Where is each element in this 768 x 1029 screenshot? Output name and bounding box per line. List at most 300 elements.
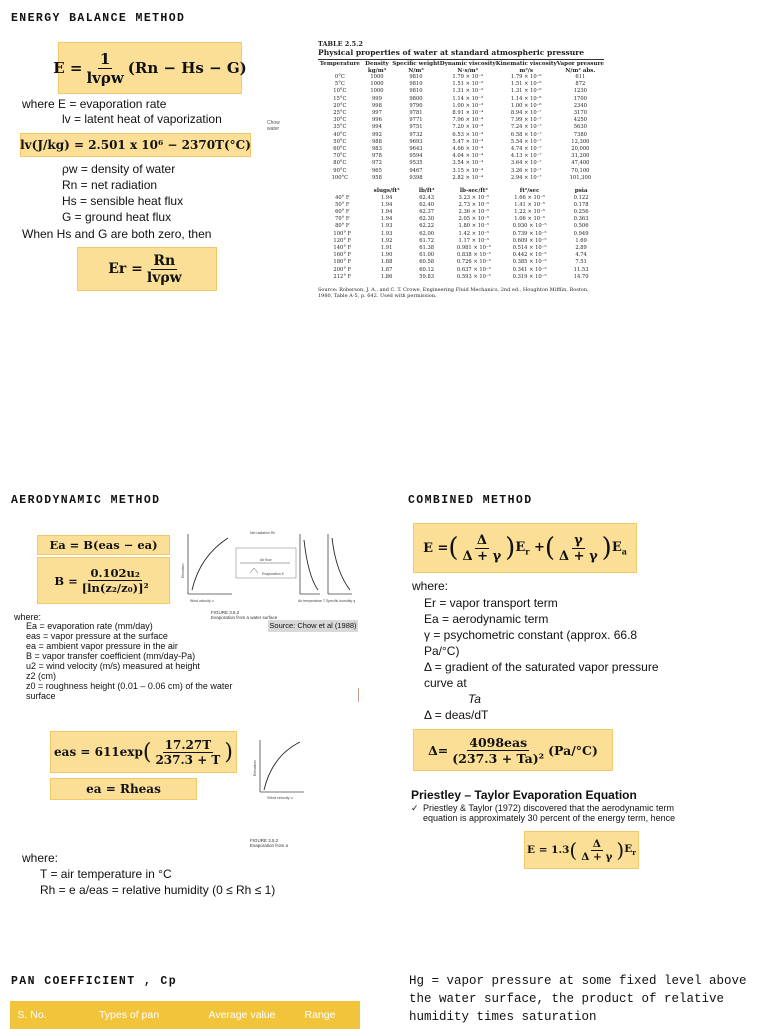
table-cell: 1.31 × 10⁻⁶ (510, 88, 542, 95)
table-cell: 0.122 (573, 194, 589, 201)
table-cell: 1.06 × 10⁻⁵ (514, 216, 545, 223)
ea-equation: Ea = B(eas − ea) (37, 535, 170, 555)
fig-label-elevation: Elevation (181, 563, 185, 578)
table-cell: 0.256 (573, 208, 589, 215)
table-cell: 1.00 × 10⁻⁶ (510, 102, 542, 109)
table-row (318, 175, 604, 182)
table-cell: 983 (372, 146, 382, 153)
priestley-title: Priestley – Taylor Evaporation Equation (411, 788, 637, 802)
when-zero-line: When Hs and G are both zero, then (22, 227, 212, 241)
eq-lhs: E = (53, 59, 83, 77)
divider-mark (358, 688, 359, 702)
table-cell: 0.385 × 10⁻⁵ (512, 259, 547, 266)
table-cell: 50° F (335, 201, 350, 208)
table-cell: 0°C (334, 74, 345, 80)
table-row (318, 168, 604, 175)
combined-def-gamma-unit: Pa/°C) (424, 644, 460, 658)
table-cell: 70°C (333, 153, 347, 160)
table-cell: 11.53 (573, 266, 589, 273)
table-source: Source: Roberson, J. A., and C. T. Crowe, Engineering Fluid Mechanics, 2nd ed., Houghton Mifflin, Boston, 1980, Table A-5, p. 642. Used with permission. (318, 286, 589, 300)
table-unit-cell: N/m² abs. (565, 67, 596, 74)
table-row (318, 124, 604, 131)
table-cell: 62.43 (419, 194, 435, 201)
table-cell: 1.79 × 10⁻⁶ (510, 74, 542, 80)
table-cell: 5°C (334, 81, 345, 88)
aero-where-2: where: (22, 851, 59, 865)
er-numerator: Rn (153, 252, 176, 269)
eas-denominator: 237.3 + T (155, 752, 221, 767)
fig-label-airflow: Air flow (260, 558, 272, 562)
table-cell: 1.93 (380, 230, 393, 237)
table-cell: 7.24 × 10⁻⁷ (510, 124, 542, 131)
table-cell: 872 (575, 81, 586, 88)
aero-def-z0: z0 = roughness height (0.01 – 0.06 cm) of the water (26, 681, 233, 691)
table-header-cell: Temperature (319, 61, 360, 67)
table-cell: 3.64 × 10⁻⁷ (510, 160, 542, 167)
fig-label-evaporation: Evaporation E (262, 572, 284, 576)
eas-fraction (153, 738, 222, 767)
water-properties-table (318, 40, 604, 300)
table-cell: 9732 (409, 131, 423, 138)
table-cell: 120° F (333, 237, 352, 244)
table-cell: 80°C (333, 160, 347, 167)
table-cell: 3.15 × 10⁻⁴ (452, 167, 484, 174)
table-cell: 0.726 × 10⁻⁵ (456, 259, 491, 266)
table-unit-cell: lb-sec/ft² (459, 188, 488, 195)
combined-heading: COMBINED METHOD (408, 494, 533, 507)
table-cell: 1.86 (380, 273, 393, 280)
table-cell: 90°C (333, 167, 347, 174)
table-cell: 1.51 × 10⁻³ (452, 81, 484, 88)
table-cell: 7.51 (575, 259, 587, 266)
table-unit-cell: m²/s (519, 67, 533, 74)
table-row (318, 153, 604, 160)
table-unit-cell: kg/m³ (367, 67, 387, 74)
table-cell: 14.70 (573, 273, 589, 280)
table-cell: 101,300 (569, 174, 592, 181)
table-cell: 9810 (409, 88, 423, 95)
table-cell: 1.66 × 10⁻⁵ (514, 194, 545, 201)
table-cell: 9643 (409, 146, 423, 153)
table-row (318, 267, 604, 274)
table-header-cell: Density (365, 61, 389, 67)
table-cell: 62.40 (419, 201, 435, 208)
table-cell: 50°C (333, 138, 347, 145)
table-cell: 996 (372, 117, 382, 124)
table-header-cell: Specific weight (392, 61, 440, 67)
table-cell: 1.69 (575, 237, 587, 244)
table-cell: 1.17 × 10⁻⁵ (458, 237, 490, 244)
table-cell: 1.94 (380, 201, 393, 208)
aero-def-surface: surface (26, 691, 56, 701)
table-cell: 3.54 × 10⁻⁴ (452, 160, 484, 167)
table-cell: 2.05 × 10⁻⁵ (458, 216, 490, 223)
table-cell: 2.89 (575, 244, 587, 251)
wind-profile-y-label: Elevation (253, 760, 257, 776)
table-cell: 7380 (573, 131, 587, 138)
table-unit-cell: slugs/ft³ (373, 188, 400, 195)
table-cell: 2340 (573, 102, 587, 109)
pan-table-header (10, 1001, 360, 1029)
table-cell: 0.838 × 10⁻⁵ (456, 252, 491, 259)
aero-def-b: B = vapor transfer coefficient (mm/day-Pa) (26, 651, 196, 661)
table-cell: 20°C (333, 102, 347, 109)
delta-numerator: 4098eas (469, 734, 528, 750)
table-cell: 140° F (333, 244, 352, 251)
b-lhs: B = (54, 573, 78, 588)
table-cell: 1.87 (380, 266, 393, 273)
table-cell: 9810 (409, 81, 423, 88)
table-cell: 1.90 (380, 252, 393, 259)
table-row (318, 223, 604, 230)
pan-col-average: Average value (208, 1008, 276, 1021)
table-cell: 3170 (573, 110, 587, 117)
table-title: Physical properties of water at standard atmospheric pressure (318, 48, 585, 57)
delta-lhs: Δ= (428, 742, 449, 758)
table-row (318, 103, 604, 110)
table-cell: 15°C (333, 95, 347, 102)
def-g: G = ground heat flux (62, 210, 172, 224)
side-note: Chow water (267, 120, 280, 132)
table-row (318, 96, 604, 103)
fig-label-radiation: Net radiation Rn (250, 531, 276, 535)
table-cell: 1000 (370, 88, 384, 95)
table-cell: 61.72 (419, 237, 435, 244)
table-cell: 1.92 (380, 237, 393, 244)
pan-col-type: Types of pan (98, 1008, 160, 1021)
table-cell: 0.178 (573, 201, 589, 208)
combined-def-ea: Ea = aerodynamic term (424, 612, 549, 626)
def-t: T = air temperature in °C (40, 867, 172, 881)
energy-main-equation (53, 42, 247, 94)
aero-def-z2: z2 (cm) (26, 671, 56, 681)
table-cell: 40° F (335, 194, 350, 201)
table-unit-cell: N/m³ (408, 67, 424, 74)
table-cell: 35°C (333, 124, 347, 131)
combined-equation: E = ( $\frac{\Delta}{\Delta + \gamma}$ ) $E_r$ + ( $\frac{\gamma}{\Delta + \gamma}$ ) $E_a$ (413, 523, 637, 573)
eq-numerator: 1 (99, 49, 111, 68)
table-cell: 1.14 × 10⁻⁶ (510, 95, 542, 102)
table-cell: 30°C (333, 117, 347, 124)
table-cell: 62.22 (419, 223, 435, 230)
table-cell: 0.609 × 10⁻⁵ (512, 237, 547, 244)
table-cell: 1.88 (380, 259, 393, 266)
table-cell: 70,100 (571, 167, 590, 174)
table-cell: 1000 (370, 74, 384, 80)
er-fraction (145, 253, 184, 286)
table-row (318, 216, 604, 223)
fig-label-temperature: Air temperature T (298, 599, 326, 603)
table-cell: 1.94 (380, 208, 393, 215)
combined-def-deas: Δ = deas/dT (424, 708, 489, 722)
table-cell: 180° F (333, 259, 352, 266)
fig-label-humidity: Specific humidity q (326, 599, 356, 603)
table-cell: 5630 (573, 124, 587, 131)
table-cell: 7.96 × 10⁻⁴ (452, 117, 484, 124)
table-unit-cell: psia (574, 188, 588, 195)
table-cell: 70° F (335, 216, 350, 223)
table-cell: 997 (372, 110, 382, 117)
table-cell: 212° F (333, 273, 352, 280)
table-row (318, 195, 604, 202)
table-cell: 0.637 × 10⁻⁵ (456, 266, 491, 273)
table-row (318, 88, 604, 95)
table-cell: 6.58 × 10⁻⁷ (510, 131, 542, 138)
table-cell: 1.51 × 10⁻⁶ (510, 81, 542, 88)
table-cell: 7.20 × 10⁻⁴ (452, 124, 484, 131)
table-cell: 9810 (409, 74, 423, 80)
table-cell: 1.31 × 10⁻³ (452, 88, 484, 95)
table-cell: 6.53 × 10⁻⁴ (452, 131, 484, 138)
table-header-cell: Vapor pressure (556, 61, 604, 67)
eq-denominator: lvρw (86, 68, 124, 87)
table-cell: 100°C (331, 174, 349, 181)
table-cell: 9535 (409, 160, 423, 167)
table-cell: 8.91 × 10⁻⁴ (452, 110, 484, 117)
wind-figure-caption: FIGURE 3.5.2 Evaporation from a (250, 838, 289, 848)
combined-def-ta: Ta (468, 692, 481, 706)
table-cell: 1.79 × 10⁻³ (452, 74, 484, 80)
table-unit-cell: N·s/m² (457, 67, 479, 74)
table-cell: 31,200 (571, 153, 590, 160)
table-row (318, 259, 604, 266)
table-top-rule (318, 59, 604, 60)
wind-profile-figure (250, 736, 310, 804)
table-metric (318, 61, 604, 182)
table-cell: 40°C (333, 131, 347, 138)
table-cell: 3.26 × 10⁻⁷ (510, 167, 542, 174)
table-cell: 160° F (333, 252, 352, 259)
table-cell: 1.41 × 10⁻⁵ (514, 201, 545, 208)
er-denominator: lvρw (146, 269, 182, 286)
table-cell: 25°C (333, 110, 347, 117)
def-rh: Rh = e a/eas = relative humidity (0 ≤ Rh ≤ 1) (40, 883, 276, 897)
table-cell: 1.93 (380, 223, 393, 230)
table-row (318, 245, 604, 252)
table-cell: 9781 (409, 110, 423, 117)
table-cell: 9751 (409, 124, 423, 131)
table-cell: 7.99 × 10⁻⁷ (510, 117, 542, 124)
table-cell: 0.341 × 10⁻⁵ (512, 266, 547, 273)
energy-where-line: where E = evaporation rate (22, 97, 167, 111)
table-cell: 0.319 × 10⁻⁵ (512, 273, 547, 280)
table-cell: 2.94 × 10⁻⁷ (510, 174, 542, 181)
table-cell: 1230 (573, 88, 587, 95)
pan-col-range: Range (304, 1008, 336, 1021)
delta-denominator: (237.3 + Ta)² (452, 750, 545, 766)
table-row (318, 231, 604, 238)
table-cell: 611 (575, 74, 586, 80)
table-cell: 5.47 × 10⁻⁴ (452, 138, 484, 145)
table-cell: 9594 (409, 153, 423, 160)
table-cell: 62.30 (419, 216, 435, 223)
table-cell: 978 (372, 153, 382, 160)
table-cell: 61.00 (419, 252, 435, 259)
eas-equation: eas = 611exp ( $\frac{17.27T}{237.3 + T}$ ) (50, 731, 237, 773)
table-cell: 200° F (333, 266, 352, 273)
table-cell: 0.506 (573, 223, 589, 230)
table-row (318, 74, 604, 81)
figure-caption: FIGURE 3.5.2 Evaporation from a water surface (211, 610, 278, 620)
table-cell: 1.42 × 10⁻⁵ (458, 230, 490, 237)
delta-equation (413, 729, 613, 771)
table-cell: 988 (372, 138, 382, 145)
table-cell: 100° F (333, 230, 352, 237)
table-cell: 1.00 × 10⁻³ (452, 102, 484, 109)
table-row (318, 202, 604, 209)
table-cell: 965 (372, 167, 382, 174)
table-body-imperial (318, 195, 604, 281)
table-cell: 4250 (573, 117, 587, 124)
combined-def-curve: curve at (424, 676, 467, 690)
table-cell: 0.363 (573, 216, 589, 223)
table-cell: 0.949 (573, 230, 589, 237)
def-rho: ρw = density of water (62, 162, 176, 176)
table-cell: 3.23 × 10⁻⁵ (458, 194, 490, 201)
table-cell: 2.73 × 10⁻⁵ (458, 201, 490, 208)
er-lhs: Er = (108, 261, 143, 277)
table-cell: 4.74 × 10⁻⁷ (510, 146, 542, 153)
table-cell: 4.13 × 10⁻⁷ (510, 153, 542, 160)
table-cell: 2.82 × 10⁻⁴ (452, 174, 484, 181)
hg-definition: Hg = vapor pressure at some fixed level above the water surface, the product of relative humidity times saturation (409, 974, 747, 1024)
table-cell: 0.514 × 10⁻⁵ (512, 244, 547, 251)
eq-rhs: (Rn − Hs − G) (127, 59, 247, 77)
table-row (318, 81, 604, 88)
priestley-equation: E = 1.3 ( $\frac{\Delta}{\Delta + \gamma}$ ) $E_r$ (524, 831, 639, 869)
table-cell: 4.66 × 10⁻⁴ (452, 146, 484, 153)
aero-heading: AERODYNAMIC METHOD (11, 494, 161, 507)
combined-def-delta: Δ = gradient of the saturated vapor pressure (424, 660, 659, 674)
b-fraction (80, 566, 151, 595)
table-cell: 0.981 × 10⁻⁵ (456, 244, 491, 251)
table-cell: 0.593 × 10⁻⁵ (456, 273, 491, 280)
table-row (318, 274, 604, 281)
table-cell: 20,000 (571, 146, 590, 153)
def-rn: Rn = net radiation (62, 178, 158, 192)
table-cell: 61.38 (419, 244, 435, 251)
ea-rh-equation: ea = Rheas (50, 778, 197, 800)
table-cell: 62.00 (419, 230, 435, 237)
table-cell: 1.22 × 10⁻⁵ (514, 208, 545, 215)
lv-equation: lv(J/kg) = 2.501 x 10⁶ − 2370T(°C) (20, 133, 251, 157)
table-cell: 60.58 (419, 259, 435, 266)
b-equation (37, 557, 170, 604)
table-cell: 0.739 × 10⁻⁵ (512, 230, 547, 237)
table-cell: 0.442 × 10⁻⁵ (512, 252, 547, 259)
source-badge: Source: Chow et al (1988) (269, 621, 357, 630)
aero-def-ea: Ea = evaporation rate (mm/day) (26, 621, 153, 631)
table-row (318, 139, 604, 146)
table-cell: 47,400 (571, 160, 590, 167)
aero-def-u2: u2 = wind velocity (m/s) measured at height (26, 661, 200, 671)
b-numerator: 0.102u₂ (90, 566, 140, 580)
energy-heading: ENERGY BALANCE METHOD (11, 12, 186, 25)
delta-rhs: (Pa/°C) (548, 742, 598, 758)
table-cell: 1000 (370, 81, 384, 88)
table-row (318, 117, 604, 124)
priestley-check-icon: ✓ (411, 803, 419, 813)
table-cell: 10°C (333, 88, 347, 95)
eas-numerator: 17.27T (164, 737, 212, 752)
table-header-cell: Dynamic viscosity (439, 61, 496, 67)
table-cell: 998 (372, 102, 382, 109)
table-cell: 992 (372, 131, 382, 138)
table-cell: 12,300 (571, 138, 590, 145)
table-cell: 999 (372, 95, 382, 102)
combined-def-er: Er = vapor transport term (424, 596, 558, 610)
def-hs: Hs = sensible heat flux (62, 194, 184, 208)
table-cell: 1.94 (380, 194, 393, 201)
table-cell: 80° F (335, 223, 350, 230)
table-cell: 1.80 × 10⁻⁵ (458, 223, 490, 230)
table-cell: 4.04 × 10⁻⁴ (452, 153, 484, 160)
table-cell: 0.930 × 10⁻⁵ (512, 223, 547, 230)
table-cell: 1.14 × 10⁻³ (452, 95, 484, 102)
table-caption: TABLE 2.5.2 (318, 40, 363, 48)
table-cell: 5.54 × 10⁻⁷ (510, 138, 542, 145)
table-row (318, 146, 604, 153)
table-unit-cell: ft²/sec (519, 188, 540, 195)
table-body-metric (318, 74, 604, 182)
table-row (318, 132, 604, 139)
table-cell: 9398 (409, 174, 423, 181)
eq-fraction (84, 50, 125, 87)
table-cell: 972 (372, 160, 382, 167)
table-cell: 59.83 (419, 273, 435, 280)
table-cell: 62.37 (419, 208, 435, 215)
er-equation (77, 247, 217, 291)
table-cell: 9790 (409, 102, 423, 109)
table-cell: 60° F (335, 208, 350, 215)
table-cell: 958 (372, 174, 382, 181)
table-cell: 9800 (409, 95, 423, 102)
table-row (318, 252, 604, 259)
table-cell: 9771 (409, 117, 423, 124)
combined-def-gamma: γ = psychometric constant (approx. 66.8 (424, 628, 638, 642)
table-header-cell: Kinematic viscosity (495, 61, 557, 67)
aero-def-ea2: ea = ambient vapor pressure in the air (26, 641, 178, 651)
pt-lhs: E = 1.3 (527, 844, 570, 856)
table-cell: 1.94 (380, 216, 393, 223)
fig-label-wind: Wind velocity u (190, 599, 214, 603)
table-cell: 60°C (333, 146, 347, 153)
table-row (318, 160, 604, 167)
table-cell: 8.94 × 10⁻⁷ (510, 110, 542, 117)
table-cell: 60.12 (419, 266, 435, 273)
table-row (318, 209, 604, 216)
table-cell: 4.74 (575, 252, 587, 259)
table-imperial (318, 188, 604, 281)
eas-lhs: eas = 611exp (54, 745, 143, 759)
table-cell: 9467 (409, 167, 423, 174)
aero-def-eas: eas = vapor pressure at the surface (26, 631, 168, 641)
table-row (318, 110, 604, 117)
table-cell: 994 (372, 124, 382, 131)
aero-where: where: (14, 612, 42, 622)
table-cell: 1.91 (380, 244, 393, 251)
table-cell: 1700 (573, 95, 587, 102)
wind-profile-x-label: Wind velocity u (267, 796, 293, 800)
table-row (318, 238, 604, 245)
b-denominator: [ln(z₂/z₀)]² (81, 581, 149, 595)
priestley-text: Priestley & Taylor (1972) discovered that the aerodynamic term equation is approximately 30 percent of the energy term, hence (423, 803, 676, 823)
lv-definition: lv = latent heat of vaporization (62, 112, 222, 126)
pan-heading: PAN COEFFICIENT , Cp (11, 975, 178, 988)
table-cell: 2.36 × 10⁻⁵ (458, 208, 490, 215)
table-cell: 9693 (409, 138, 423, 145)
delta-fraction (450, 735, 546, 766)
